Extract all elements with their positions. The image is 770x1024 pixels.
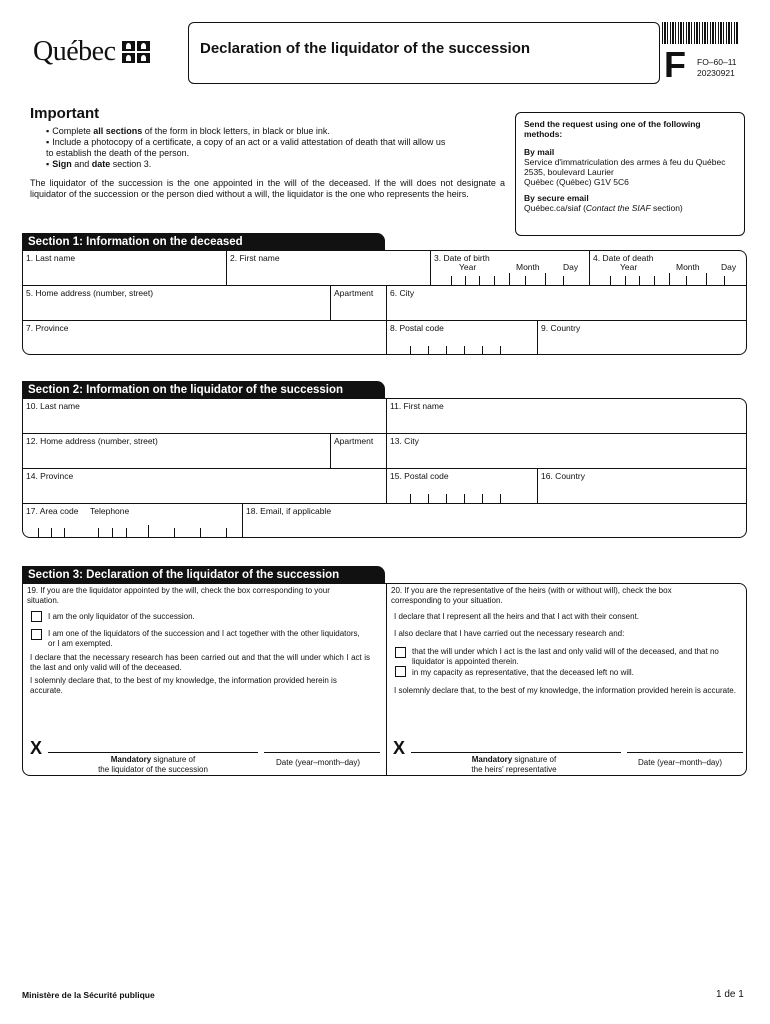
email-link[interactable]: Québec.ca/siaf bbox=[524, 203, 581, 213]
will-valid-checkbox[interactable] bbox=[395, 647, 406, 658]
s1-apartment-label: Apartment bbox=[334, 288, 374, 298]
bullet-photocopy: ▪ Include a photocopy of a certificate, a copy of an act or a valid attestation of death that will allow us to establish the death of the person. bbox=[46, 137, 446, 159]
no-will-text: in my capacity as representative, that the deceased left no will. bbox=[412, 668, 634, 677]
liquidator-paragraph: The liquidator of the succession is the one appointed in the will of the deceased. If the will does not designate a liquidator of the succession or the person died without a will, the liquidator is the one who represents the heirs. bbox=[30, 178, 505, 199]
form-code: FO–60–11 bbox=[697, 57, 737, 67]
s2-area-code-label: 17. Area code bbox=[26, 506, 79, 516]
s1-address-label: 5. Home address (number, street) bbox=[26, 288, 154, 298]
section2-header: Section 2: Information on the liquidator of the succession bbox=[22, 381, 385, 399]
x-mark-right: X bbox=[393, 738, 406, 758]
one-of-liquidators-text: I am one of the liquidators of the succession and I act together with the other liquidators, or I am exempted. bbox=[48, 629, 360, 648]
send-box bbox=[515, 112, 745, 236]
footer-ministry: Ministère de la Sécurité publique bbox=[22, 990, 155, 1000]
s1-first-name-label: 2. First name bbox=[230, 253, 280, 263]
important-heading: Important bbox=[30, 105, 100, 122]
s1-last-name-label: 1. Last name bbox=[26, 253, 76, 263]
s1-dod-month: Month bbox=[676, 262, 700, 272]
s1-country-label: 9. Country bbox=[541, 323, 581, 333]
bullet-sign: ▪ Sign and date section 3. bbox=[46, 159, 446, 170]
q19-label: 19. If you are the liquidator appointed by the will, check the box corresponding to your situation. bbox=[27, 586, 330, 605]
fleur-de-lis-icon bbox=[122, 41, 150, 63]
s2-postal-label: 15. Postal code bbox=[390, 471, 449, 481]
mail-line-3: Québec (Québec) G1V 5C6 bbox=[524, 177, 629, 187]
email-note: Contact the SIAF bbox=[585, 203, 651, 213]
s2-country-label: 16. Country bbox=[541, 471, 585, 481]
footer-page-number: 1 de 1 bbox=[716, 989, 744, 1000]
s1-dob-year: Year bbox=[459, 262, 477, 272]
liquidator-signature-caption: Mandatory signature of the liquidator of the succession bbox=[98, 755, 208, 774]
solemn-left-text: I solemnly declare that, to the best of my knowledge, the information provided herein is accurate. bbox=[30, 676, 337, 695]
s2-apartment-label: Apartment bbox=[334, 436, 374, 446]
s1-dob-month: Month bbox=[516, 262, 540, 272]
only-liquidator-text: I am the only liquidator of the succession. bbox=[48, 612, 195, 621]
logo-wordmark: Québec bbox=[33, 36, 116, 67]
s1-dod-year: Year bbox=[620, 262, 638, 272]
liquidator-date-line[interactable] bbox=[264, 752, 380, 753]
form-letter: F bbox=[664, 44, 686, 85]
also-declare-text: I also declare that I have carried out the necessary research and: bbox=[394, 629, 625, 638]
declare-research-text: I declare that the necessary research has been carried out and that the will under which I act is the last and only valid will of the deceased. bbox=[30, 653, 370, 672]
document-title: Declaration of the liquidator of the succession bbox=[200, 40, 531, 57]
email-line: Québec.ca/siaf (Contact the SIAF section) bbox=[524, 203, 683, 213]
liquidator-signature-line[interactable] bbox=[48, 752, 258, 753]
s1-dob-day: Day bbox=[563, 262, 579, 272]
section3-header: Section 3: Declaration of the liquidator of the succession bbox=[22, 566, 385, 584]
one-of-liquidators-checkbox[interactable] bbox=[31, 629, 42, 640]
section1-header: Section 1: Information on the deceased bbox=[22, 233, 385, 251]
liquidator-date-label: Date (year–month–day) bbox=[276, 758, 361, 767]
important-list bbox=[46, 126, 446, 170]
s1-postal-label: 8. Postal code bbox=[390, 323, 444, 333]
bullet-complete: ▪ Complete all sections of the form in block letters, in black or blue ink. bbox=[46, 126, 446, 137]
representative-date-line[interactable] bbox=[627, 752, 743, 753]
representative-signature-line[interactable] bbox=[411, 752, 621, 753]
barcode-icon bbox=[662, 22, 738, 44]
s1-dod-label: 4. Date of death bbox=[593, 253, 654, 263]
form-version: 20230921 bbox=[697, 68, 735, 78]
will-valid-text: that the will under which I act is the last and only valid will of the deceased, and that no liquidator is appointed therein. bbox=[412, 647, 719, 666]
q20-label: 20. If you are the representative of the heirs (with or without will), check the box corresponding to your situation. bbox=[391, 586, 672, 605]
mail-line-1: Service d'immatriculation des armes à feu du Québec bbox=[524, 157, 726, 167]
representative-signature-caption: Mandatory signature of the heirs' representative bbox=[471, 755, 557, 774]
quebec-logo bbox=[33, 36, 150, 68]
x-mark-left: X bbox=[30, 738, 43, 758]
solemn-right-text: I solemnly declare that, to the best of my knowledge, the information provided herein is accurate. bbox=[394, 686, 736, 695]
only-liquidator-checkbox[interactable] bbox=[31, 611, 42, 622]
s2-last-name-label: 10. Last name bbox=[26, 401, 80, 411]
mail-line-2: 2535, boulevard Laurier bbox=[524, 167, 614, 177]
s2-province-label: 14. Province bbox=[26, 471, 74, 481]
email-label: By secure email bbox=[524, 193, 589, 203]
mail-label: By mail bbox=[524, 147, 555, 157]
s1-dod-day: Day bbox=[721, 262, 737, 272]
s1-province-label: 7. Province bbox=[26, 323, 69, 333]
s2-telephone-label: Telephone bbox=[90, 506, 130, 516]
send-heading: Send the request using one of the following methods: bbox=[524, 119, 701, 139]
representative-date-label: Date (year–month–day) bbox=[638, 758, 723, 767]
s2-address-label: 12. Home address (number, street) bbox=[26, 436, 158, 446]
s1-city-label: 6. City bbox=[390, 288, 415, 298]
s2-first-name-label: 11. First name bbox=[390, 401, 444, 411]
s2-city-label: 13. City bbox=[390, 436, 419, 446]
s1-dob-label: 3. Date of birth bbox=[434, 253, 490, 263]
s2-email-label: 18. Email, if applicable bbox=[246, 506, 332, 516]
declare-represent-text: I declare that I represent all the heirs and that I act with their consent. bbox=[394, 612, 640, 621]
no-will-checkbox[interactable] bbox=[395, 666, 406, 677]
